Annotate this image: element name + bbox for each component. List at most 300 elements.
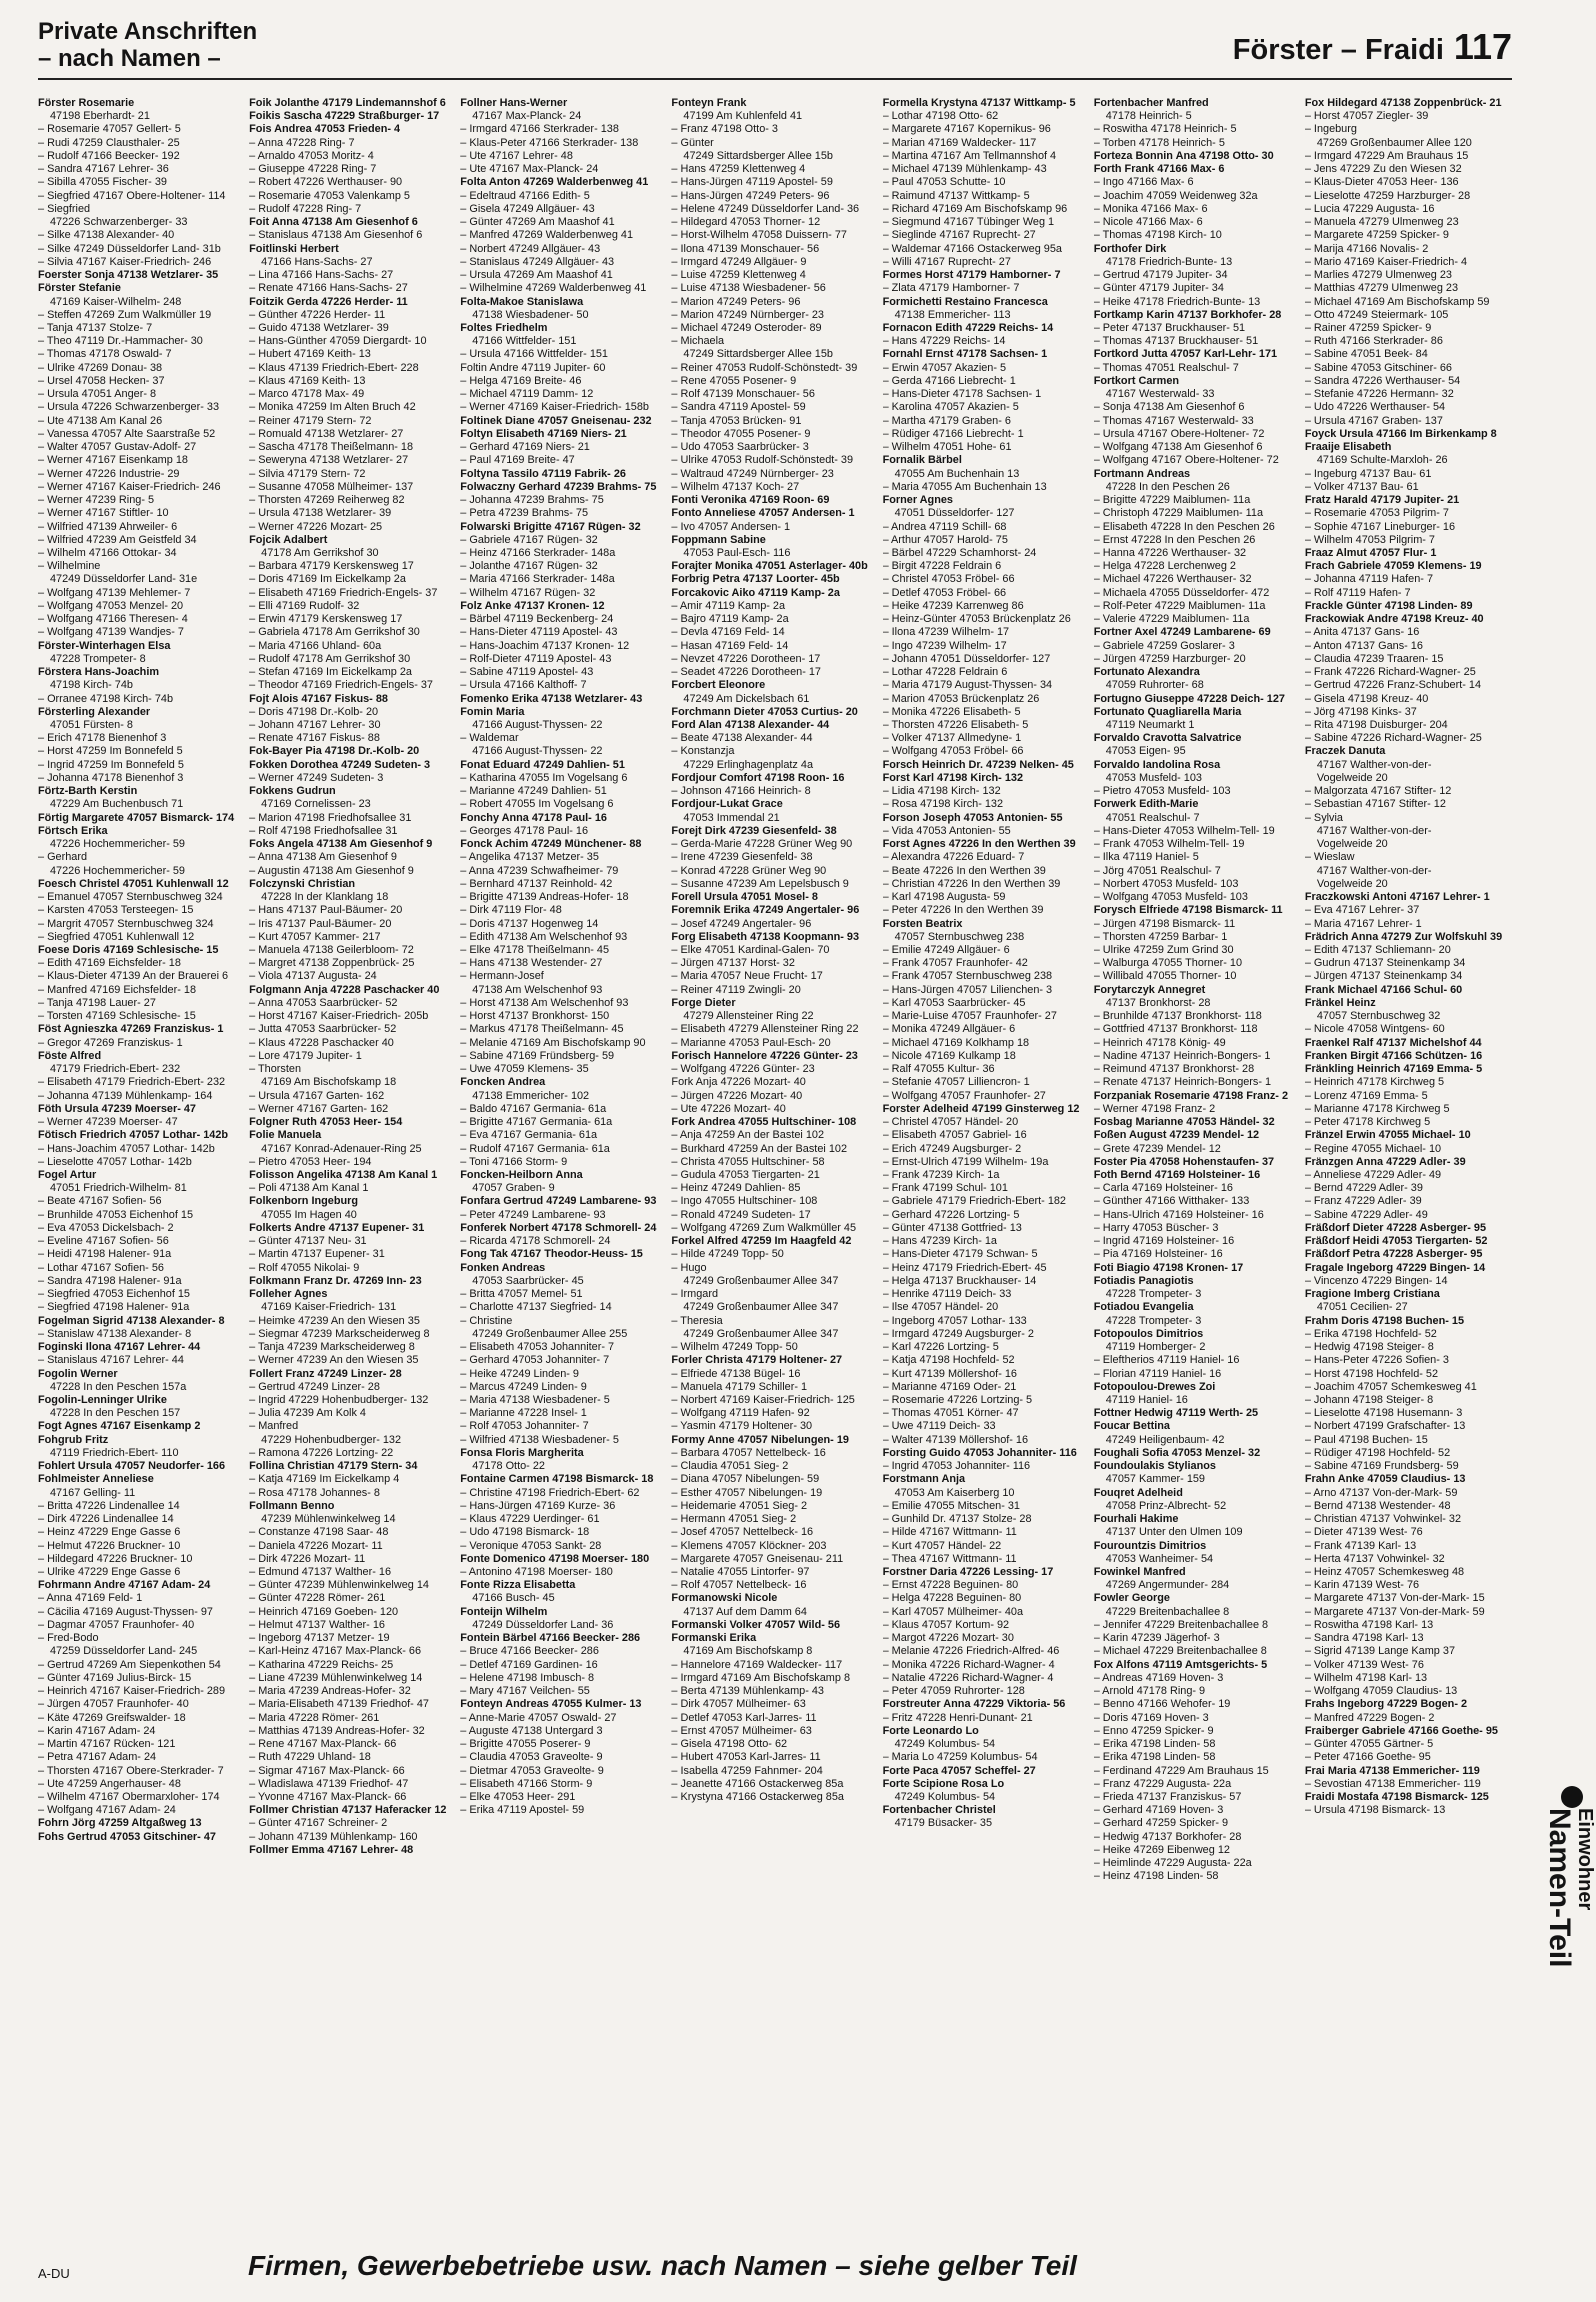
entry-line: – Marion 47249 Peters- 96 (671, 295, 801, 308)
entry-line: – Werner 47167 Eisenkamp 18 (38, 454, 188, 467)
entry-line: – Horst 47137 Bronkhorst- 150 (460, 1010, 610, 1023)
entry-line: – Jutta 47053 Saarbrücker- 52 (249, 1023, 397, 1036)
entry-name-line: Formanski Volker 47057 Wild- 56 (671, 1618, 840, 1631)
entry-name-line: Frach Gabriele 47059 Klemens- 19 (1304, 560, 1482, 573)
side-tab-text (1544, 1808, 1596, 1967)
entry-name-line: Foundoulakis Stylianos (1093, 1460, 1216, 1473)
entry-line: – Gertrud 47249 Linzer- 28 (249, 1380, 380, 1393)
entry-line: – Karin 47167 Adam- 24 (38, 1724, 156, 1737)
entry-line: – Stefanie 47226 Hermann- 32 (1304, 388, 1454, 401)
entry-name-line: Frai Maria 47138 Emmericher- 119 (1304, 1764, 1480, 1777)
entry-address-line: 47249 Kolumbus- 54 (894, 1738, 996, 1751)
entry-name-line: Fraidi Mostafa 47198 Bismarck- 125 (1304, 1791, 1489, 1803)
entry-name-line: Formichetti Restaino Francesca (882, 295, 1048, 308)
entry-line: – Liane 47239 Mühlenwinkelweg 14 (249, 1671, 423, 1684)
entry-line: – Dietmar 47053 Graveolte- 9 (460, 1764, 604, 1777)
entry-line: – Romuald 47138 Wetzlarer- 27 (249, 427, 404, 440)
entry-line: – Horst 47198 Hochfeld- 52 (1304, 1367, 1439, 1380)
entry-name-line: Foti Biagio 47198 Kronen- 17 (1093, 1261, 1244, 1274)
section-marker-dot (1561, 1786, 1583, 1808)
entry-line: – Reimund 47137 Bronkhorst- 28 (1093, 1063, 1255, 1076)
entry-line: – Anna 47239 Schwafheimer- 79 (460, 864, 619, 877)
entry-line: – Peter 47137 Bruckhauser- 51 (1093, 321, 1246, 334)
entry-name-line: Fränzgen Anna 47229 Adler- 39 (1304, 1155, 1466, 1168)
entry-name-line: Fomin Maria (460, 705, 525, 718)
entry-line: – Volker 47139 West- 76 (1304, 1658, 1424, 1671)
entry-line: – Lieselotte 47259 Harzburger- 28 (1304, 189, 1471, 202)
entry-line: – Karin 47239 Jägerhof- 3 (1093, 1632, 1220, 1645)
directory-column (883, 97, 1086, 2233)
entry-line: – Bruce 47166 Beecker- 286 (460, 1645, 599, 1658)
entry-line: – Helga 47228 Beguinen- 80 (882, 1592, 1022, 1605)
entry-name-line: Forstner Daria 47226 Lessing- 17 (882, 1566, 1054, 1579)
entry-name-line: Folczynski Christian (249, 877, 356, 890)
entry-line: – Willi 47167 Ruprecht- 27 (882, 255, 1011, 268)
entry-address-line: 47051 Friedrich-Wilhelm- 81 (50, 1182, 187, 1195)
entry-line: – Johnson 47166 Heinrich- 8 (671, 785, 811, 798)
entry-line: – Katharina 47055 Im Vogelsang 6 (460, 771, 628, 784)
entry-name-line: Foucar Bettina (1093, 1420, 1170, 1433)
entry-line: – Thomas 47051 Realschul- 7 (1093, 361, 1239, 374)
entry-line: – Edeltraud 47166 Edith- 5 (460, 189, 590, 202)
entry-line: – Vida 47053 Antonien- 55 (882, 824, 1011, 837)
entry-line: – Gabriela 47178 Am Gerrikshof 30 (249, 626, 420, 639)
entry-address-line: 47226 Hochemmericher- 59 (50, 838, 185, 851)
entry-line: – Michael 47169 Am Bischofskamp 59 (1304, 295, 1490, 308)
entry-line: – Reiner 47119 Zwingli- 20 (671, 983, 801, 996)
entry-name-line: Formanowski Nicole (671, 1592, 778, 1605)
entry-line: – Helmut 47226 Bruckner- 10 (38, 1539, 181, 1552)
entry-line: – Augustin 47138 Am Giesenhof 9 (249, 864, 414, 877)
entry-line: – Arnaldo 47053 Moritz- 4 (249, 149, 374, 162)
entry-line: – Ingo 47166 Max- 6 (1093, 176, 1194, 189)
entry-line: – Wolfgang 47059 Claudius- 13 (1304, 1685, 1458, 1698)
entry-line: – Hans-Peter 47226 Sofien- 3 (1304, 1354, 1449, 1367)
entry-name-line: Fonte Rizza Elisabetta (460, 1579, 576, 1592)
entry-line: – Rosemarie 47226 Lortzing- 5 (882, 1393, 1033, 1406)
entry-name-line: Fonchy Anna 47178 Paul- 16 (460, 811, 607, 824)
entry-address-line: 47053 Saarbrücker- 45 (472, 1274, 584, 1287)
entry-name-line: Formella Krystyna 47137 Wittkamp- 5 (882, 97, 1076, 109)
entry-line: – Brunhilde 47053 Eichenhof 15 (38, 1208, 194, 1221)
entry-address-line: 47138 Am Welschenhof 93 (472, 983, 603, 996)
entry-address-line: 47169 Schulte-Marxloh- 26 (1316, 454, 1448, 467)
entry-line: – Monika 47166 Max- 6 (1093, 202, 1208, 215)
entry-address-line: 47249 Großenbaumer Allee 255 (472, 1327, 628, 1340)
entry-line: – Doris 47198 Dr.-Kolb- 20 (249, 705, 379, 718)
entry-name-line: Foughali Sofia 47053 Menzel- 32 (1093, 1446, 1261, 1459)
entry-line: – Marcus 47249 Linden- 9 (460, 1380, 587, 1393)
entry-line: – Udo 47053 Saarbrücker- 3 (671, 441, 809, 454)
entry-line: – Margarete 47259 Spicker- 9 (1304, 229, 1449, 242)
entry-line: – Ursula 47198 Bismarck- 13 (1304, 1804, 1446, 1817)
entry-line: – Ingeborg 47057 Lothar- 133 (882, 1314, 1027, 1327)
entry-line: – Brigitte 47055 Poserer- 9 (460, 1738, 591, 1751)
entry-line: – Rosemarie 47053 Valenkamp 5 (249, 189, 410, 202)
entry-line: – Erwin 47057 Akazien- 5 (882, 361, 1007, 374)
entry-line: – Marlies 47279 Ulmenweg 23 (1304, 269, 1452, 282)
entry-line: – Margot 47226 Mozart- 30 (882, 1632, 1014, 1645)
entry-line: – Maria 47055 Am Buchenhain 13 (882, 480, 1047, 493)
entry-line: – Renate 47167 Fiskus- 88 (249, 732, 380, 745)
entry-line: – Peter 47166 Goethe- 95 (1304, 1751, 1431, 1764)
entry-line: – Lina 47166 Hans-Sachs- 27 (249, 269, 394, 282)
entry-address-line: 47166 Hans-Sachs- 27 (261, 255, 373, 268)
entry-address-line: 47249 Großenbaumer Allee 347 (683, 1301, 839, 1314)
entry-line: – Wolfgang 47138 Am Giesenhof 6 (1093, 441, 1263, 454)
entry-address-line: 47051 Cecilien- 27 (1316, 1301, 1408, 1314)
entry-line: – Anton 47137 Gans- 16 (1304, 639, 1423, 652)
entry-line: – Elisabeth 47228 In den Peschen 26 (1093, 520, 1275, 533)
entry-line: – Ilse 47057 Händel- 20 (882, 1301, 999, 1314)
entry-line: – Cäcilia 47169 August-Thyssen- 97 (38, 1605, 213, 1618)
entry-line: – Jennifer 47229 Breitenbachallee 8 (1093, 1618, 1269, 1631)
entry-line: – Wieslaw (1304, 851, 1355, 864)
entry-address-line: 47178 Heinrich- 5 (1105, 110, 1192, 123)
entry-line: – Elke 47053 Heer- 291 (460, 1791, 576, 1803)
entry-name-line: Fortenbacher Christel (882, 1804, 996, 1817)
entry-name-line: Foncken-Heilborn Anna (460, 1168, 583, 1181)
entry-line: – Esther 47057 Nibelungen- 19 (671, 1486, 823, 1499)
entry-line: – Horst 47259 Im Bonnefeld 5 (38, 745, 183, 758)
entry-line: – Rüdiger 47166 Liebrecht- 1 (882, 427, 1024, 440)
entry-line: – Klaus-Dieter 47053 Heer- 136 (1304, 176, 1459, 189)
entry-line: – Wilfried 47139 Ahrweiler- 6 (38, 520, 178, 533)
entry-line: – Amir 47119 Kamp- 2a (671, 599, 786, 612)
entry-line: – Eva 47167 Germania- 61a (460, 1129, 598, 1142)
entry-line: – Anita 47137 Gans- 16 (1304, 626, 1420, 639)
entry-line: – Paul 47053 Schutte- 10 (882, 176, 1006, 189)
entry-line: – Kurt 47057 Händel- 22 (882, 1539, 1002, 1552)
entry-line: – Nicole 47166 Max- 6 (1093, 216, 1203, 229)
entry-line: – Erich 47249 Augsburger- 2 (882, 1142, 1022, 1155)
entry-line: – Mary 47167 Veilchen- 55 (460, 1685, 590, 1698)
entry-name-line: Fogolin Werner (38, 1367, 118, 1380)
entry-line: – Uwe 47059 Klemens- 35 (460, 1063, 589, 1076)
name-range: Förster – Fraidi (1232, 34, 1444, 66)
entry-line: – Christoph 47229 Maiblumen- 11a (1093, 507, 1264, 520)
entry-line: – Stanislaus 47249 Allgäuer- 43 (460, 255, 615, 268)
entry-line: – Helene 47198 Imbusch- 8 (460, 1671, 595, 1684)
entry-line: – Hans-Jürgen 47119 Apostel- 59 (671, 176, 833, 189)
entry-line: – Hans-Ulrich 47169 Holsteiner- 16 (1093, 1208, 1264, 1221)
entry-line: – Paul 47169 Breite- 47 (460, 454, 575, 467)
entry-name-line: Foks Angela 47138 Am Giesenhof 9 (249, 838, 433, 851)
entry-line: – Werner 47239 Moerser- 47 (38, 1116, 178, 1129)
entry-address-line: 47178 Friedrich-Bunte- 13 (1105, 255, 1233, 268)
entry-line: – Elisabeth 47053 Johanniter- 7 (460, 1341, 615, 1354)
entry-line: – Ingrid 47169 Holsteiner- 16 (1093, 1235, 1235, 1248)
entry-line: – Jürgen 47057 Fraunhofer- 40 (38, 1698, 189, 1711)
entry-name-line: Fonat Eduard 47249 Dahlien- 51 (460, 758, 625, 771)
entry-line: – Doris 47137 Hogenweg 14 (460, 917, 599, 930)
entry-line: – Karl 47198 Augusta- 59 (882, 891, 1006, 904)
entry-address-line: 47166 August-Thyssen- 22 (472, 745, 603, 758)
entry-line: – Werner 47167 Stiftler- 10 (38, 507, 169, 520)
entry-line: – Rolf 47055 Nikolai- 9 (249, 1261, 360, 1274)
entry-line: – Marija 47166 Novalis- 2 (1304, 242, 1429, 255)
entry-line: – Pia 47169 Holsteiner- 16 (1093, 1248, 1223, 1261)
entry-name-line: Fräßdorf Heidi 47053 Tiergarten- 52 (1304, 1235, 1488, 1248)
entry-line: – Maria 47166 Sterkrader- 148a (460, 573, 615, 586)
entry-line: – Luise 47138 Wiesbadener- 56 (671, 282, 826, 295)
entry-name-line: Fraczek Danuta (1304, 745, 1386, 758)
entry-line: – Theodor 47169 Friedrich-Engels- 37 (249, 679, 433, 692)
entry-name-line: Fotiadou Evangelia (1093, 1301, 1194, 1314)
entry-name-line: Fonfara Gertrud 47249 Lambarene- 93 (460, 1195, 657, 1208)
entry-line: – Irmgard 47249 Augsburger- 2 (882, 1327, 1034, 1340)
entry-line: – Thomas 47178 Oswald- 7 (38, 348, 172, 361)
entry-line: – Peter 47059 Ruhrorter- 128 (882, 1685, 1025, 1698)
entry-line: – Hubert 47053 Karl-Jarres- 11 (671, 1751, 821, 1764)
entry-line: – Marianne 47053 Paul-Esch- 20 (671, 1036, 831, 1049)
entry-line: – Konrad 47228 Grüner Weg 90 (671, 864, 827, 877)
entry-name-line: Folgmann Anja 47228 Paschacker 40 (249, 983, 440, 996)
entry-line: – Monika 47259 Im Alten Bruch 42 (249, 401, 416, 414)
entry-name-line: Fomenko Erika 47138 Wetzlarer- 43 (460, 692, 643, 705)
entry-line: – Ulrike 47053 Rudolf-Schönstedt- 39 (671, 454, 854, 467)
entry-line: – Andrea 47119 Schill- 68 (882, 520, 1007, 533)
entry-line: – Werner 47239 An den Wiesen 35 (249, 1354, 419, 1367)
entry-address-line: 47119 Neumarkt 1 (1105, 719, 1195, 732)
entry-line: – Anna 47169 Feld- 1 (38, 1592, 143, 1605)
entry-line: – Helene 47249 Düsseldorfer Land- 36 (671, 202, 860, 215)
entry-line: – Margarete 47137 Von-der-Mark- 59 (1304, 1605, 1485, 1618)
entry-name-line: Fonteyn Andreas 47055 Kulmer- 13 (460, 1698, 642, 1711)
entry-line: – Helmut 47137 Walther- 16 (249, 1618, 385, 1631)
entry-line: – Thomas 47051 Körner- 47 (882, 1407, 1019, 1420)
entry-name-line: Foginski Ilona 47167 Lehrer- 44 (38, 1341, 201, 1354)
entry-line: – Luise 47259 Klettenweg 4 (671, 269, 806, 282)
entry-name-line: Fotopoulos Dimitrios (1093, 1327, 1204, 1340)
directory-column (38, 97, 241, 2233)
entry-line: – Antonino 47198 Moerser- 180 (460, 1566, 613, 1579)
entry-line: – Stanislaw 47138 Alexander- 8 (38, 1327, 192, 1340)
entry-line: – Monika 47226 Elisabeth- 5 (882, 705, 1021, 718)
entry-line: – Enno 47259 Spicker- 9 (1093, 1724, 1214, 1737)
entry-name-line: Fonto Anneliese 47057 Andersen- 1 (671, 507, 855, 520)
entry-line: – Heinz 47229 Enge Gasse 6 (38, 1526, 181, 1539)
entry-name-line: Fordjour-Lukat Grace (671, 798, 783, 811)
entry-name-line: Folkerts Andre 47137 Eupener- 31 (249, 1221, 425, 1234)
page-range-title (1233, 26, 1512, 68)
entry-line: – Wilhelm 47051 Hohe- 61 (882, 441, 1012, 454)
entry-line: – Sandra 47198 Halener- 91a (38, 1274, 182, 1287)
entry-name-line: Forisch Hannelore 47226 Günter- 23 (671, 1049, 858, 1062)
entry-line: – Hans-Joachim 47137 Kronen- 12 (460, 639, 630, 652)
entry-line: – Hugo (671, 1261, 707, 1274)
entry-line: – Klaus 47139 Friedrich-Ebert- 228 (249, 361, 419, 374)
footer-note: Firmen, Gewerbebetriebe usw. nach Namen – siehe gelber Teil (248, 2250, 1077, 2281)
entry-name-line: Forytarczyk Annegret (1093, 983, 1206, 996)
entry-name-line: Folta-Makoe Stanislawa (460, 295, 584, 308)
entry-name-line: Förster Stefanie (38, 282, 121, 295)
entry-name-line: Forge Dieter (671, 996, 736, 1009)
entry-address-line: 47058 Prinz-Albrecht- 52 (1105, 1499, 1227, 1512)
entry-line: – Sascha 47178 Theißelmann- 18 (249, 441, 414, 454)
entry-name-line: Fortunato Alexandra (1093, 666, 1200, 679)
entry-line: – Melanie 47169 Am Bischofskamp 90 (460, 1036, 646, 1049)
entry-line: – Hedwig 47198 Steiger- 8 (1304, 1341, 1434, 1354)
entry-line: – Heike 47178 Friedrich-Bunte- 13 (1093, 295, 1261, 308)
entry-line: – Ivo 47057 Andersen- 1 (671, 520, 791, 533)
entry-line: – Heimke 47239 An den Wiesen 35 (249, 1314, 420, 1327)
entry-line: – Christian 47226 In den Werthen 39 (882, 877, 1061, 890)
entry-line: – Auguste 47138 Untergard 3 (460, 1724, 603, 1737)
entry-address-line: 47259 Düsseldorfer Land- 245 (50, 1645, 198, 1658)
entry-line: – Raimund 47137 Wittkamp- 5 (882, 189, 1030, 202)
entry-line: – Frank 47239 Kirch- 1a (882, 1168, 1000, 1181)
entry-name-line: Fois Andrea 47053 Frieden- 4 (249, 123, 401, 136)
entry-line: – Christa 47055 Hultschiner- 58 (671, 1155, 825, 1168)
entry-line: – Sabine 47053 Gitschiner- 66 (1304, 361, 1452, 374)
entry-name-line: Fonteijn Wilhelm (460, 1605, 548, 1618)
entry-line: – Hans 47259 Klettenweg 4 (671, 163, 806, 176)
entry-line: – Waldemar (460, 732, 519, 745)
entry-line: – Volker 47137 Bau- 61 (1304, 480, 1419, 493)
entry-line: – Gisela 47198 Kreuz- 40 (1304, 692, 1429, 705)
directory-columns (38, 97, 1508, 2233)
entry-line: – Britta 47226 Lindenallee 14 (38, 1499, 180, 1512)
entry-line: – Monika 47226 Richard-Wagner- 4 (882, 1658, 1055, 1671)
entry-line: – Alexandra 47226 Eduard- 7 (882, 851, 1025, 864)
entry-line: – Ingeburg 47137 Bau- 61 (1304, 467, 1432, 480)
entry-address-line: 47166 Wittfelder- 151 (472, 335, 577, 348)
entry-line: – Stanislaus 47138 Am Giesenhof 6 (249, 229, 423, 242)
entry-name-line: Fonte Domenico 47198 Moerser- 180 (460, 1552, 650, 1565)
entry-line: – Marion 47198 Friedhofsallee 31 (249, 811, 412, 824)
entry-line: – Klaus-Peter 47166 Sterkrader- 138 (460, 136, 639, 149)
entry-line: – Wilhelm 47167 Rügen- 32 (460, 586, 596, 599)
entry-line: – Eva 47167 Lehrer- 37 (1304, 904, 1420, 917)
entry-name-line: Follert Franz 47249 Linzer- 28 (249, 1367, 402, 1380)
entry-line: – Helga 47169 Breite- 46 (460, 374, 582, 387)
entry-line: – Silke 47249 Düsseldorfer Land- 31b (38, 242, 221, 255)
entry-line: – Britta 47057 Memel- 51 (460, 1288, 583, 1301)
entry-name-line: Fräßdorf Petra 47228 Asberger- 95 (1304, 1248, 1483, 1261)
entry-line: – Melanie 47226 Friedrich-Alfred- 46 (882, 1645, 1060, 1658)
entry-address-line: 47178 Otto- 22 (472, 1460, 545, 1473)
entry-line: – Wilhelmine (38, 560, 101, 573)
entry-line: – Tanja 47239 Markscheiderweg 8 (249, 1341, 415, 1354)
entry-name-line: Foikis Sascha 47229 Straßburger- 17 (249, 110, 440, 123)
entry-line: – Iris 47137 Paul-Bäumer- 20 (249, 917, 392, 930)
entry-line: – Rolf 47053 Johanniter- 7 (460, 1420, 589, 1433)
entry-name-line: Forst Karl 47198 Kirch- 132 (882, 771, 1023, 784)
entry-name-line: Foit Anna 47138 Am Giesenhof 6 (249, 216, 418, 229)
entry-line: – Lidia 47198 Kirch- 132 (882, 785, 1001, 798)
entry-line: – Erika 47198 Hochfeld- 52 (1304, 1327, 1437, 1340)
entry-line: – Johanna 47239 Brahms- 75 (460, 494, 604, 507)
entry-line: – Willibald 47055 Thorner- 10 (1093, 970, 1237, 983)
entry-line: – Margarete 47167 Kopernikus- 96 (882, 123, 1051, 136)
entry-line: – Erich 47178 Bienenhof 3 (38, 732, 167, 745)
entry-line: – Helga 47137 Bruckhauser- 14 (882, 1274, 1037, 1287)
entry-address-line: 47057 Kammer- 159 (1105, 1473, 1205, 1486)
entry-address-line: 47053 Eigen- 95 (1105, 745, 1186, 758)
entry-name-line: Fontaine Carmen 47198 Bismarck- 18 (460, 1473, 654, 1486)
directory-column (1305, 97, 1508, 2233)
entry-address-line: 47055 Am Buchenhain 13 (894, 467, 1020, 480)
entry-line: – Ernst 47228 Beguinen- 80 (882, 1579, 1019, 1592)
entry-name-line: Förstera Hans-Joachim (38, 666, 160, 679)
entry-line: – Kurt 47139 Möllershof- 16 (882, 1367, 1017, 1380)
entry-name-line: Forcbert Eleonore (671, 679, 766, 692)
entry-line: – Gerhard 47226 Lortzing- 5 (882, 1208, 1020, 1221)
entry-line: – Hasan 47169 Feld- 14 (671, 639, 789, 652)
entry-line: – Wolfgang 47139 Mehlemer- 7 (38, 586, 191, 599)
entry-name-line: Fragale Ingeborg 47229 Bingen- 14 (1304, 1261, 1486, 1274)
entry-line: – Rosa 47178 Johannes- 8 (249, 1486, 380, 1499)
entry-line: – Peter 47178 Kirchweg 5 (1304, 1116, 1431, 1129)
entry-line: Foltin Andre 47119 Jupiter- 60 (460, 361, 606, 374)
entry-line: – Helga 47228 Lerchenweg 2 (1093, 560, 1236, 573)
entry-line: – Thomas 47167 Westerwald- 33 (1093, 414, 1254, 427)
entry-line: – Ursula 47051 Anger- 8 (38, 388, 157, 401)
entry-line: – Ursula 47166 Wittfelder- 151 (460, 348, 608, 361)
entry-name-line: Forbrig Petra 47137 Loorter- 45b (671, 573, 840, 586)
entry-line: – Ute 47167 Max-Planck- 24 (460, 163, 599, 176)
entry-name-line: Föste Alfred (38, 1049, 102, 1062)
entry-line: – Sabine 47119 Apostel- 43 (460, 666, 594, 679)
entry-name-line: Follina Christian 47179 Stern- 34 (249, 1460, 418, 1473)
entry-line: – Wolfgang 47139 Wandjes- 7 (38, 626, 184, 639)
entry-line: – Florian 47119 Haniel- 16 (1093, 1367, 1222, 1380)
entry-line: – Siegmar 47239 Markscheiderweg 8 (249, 1327, 430, 1340)
entry-line: – Detlef 47053 Fröbel- 66 (882, 586, 1007, 599)
entry-line: – Beate 47226 In den Werthen 39 (882, 864, 1046, 877)
entry-line: – Rosemarie 47053 Pilgrim- 7 (1304, 507, 1449, 520)
entry-line: – Karl 47053 Saarbrücker- 45 (882, 996, 1026, 1009)
entry-address-line: 47138 Emmericher- 102 (472, 1089, 590, 1102)
entry-line: – Heinz 47198 Linden- 58 (1093, 1870, 1219, 1883)
entry-line: – Heidemarie 47051 Sieg- 2 (671, 1499, 808, 1512)
entry-line: – Katja 47198 Hochfeld- 52 (882, 1354, 1015, 1367)
entry-address-line: 47051 Fürsten- 8 (50, 719, 133, 732)
entry-line: – Silvia 47167 Kaiser-Friedrich- 246 (38, 255, 212, 268)
entry-name-line: Forstmann Anja (882, 1473, 966, 1486)
entry-name-line: Fogelman Sigrid 47138 Alexander- 8 (38, 1314, 225, 1327)
entry-address-line: 47228 Trompeter- 8 (50, 652, 146, 665)
entry-line: – Guido 47138 Wetzlarer- 39 (249, 321, 389, 334)
entry-line: – Ursula 47226 Schwarzenberger- 33 (38, 401, 220, 414)
entry-line: – Franz 47198 Otto- 3 (671, 123, 778, 136)
entry-name-line: Fonck Achim 47249 Münchener- 88 (460, 838, 642, 851)
entry-line: – Diana 47057 Nibelungen- 59 (671, 1473, 820, 1486)
entry-name-line: Forster Adelheid 47199 Ginsterweg 12 (882, 1102, 1080, 1115)
entry-line: – Hubert 47169 Keith- 13 (249, 348, 371, 361)
entry-address-line: 47119 Friedrich-Ebert- 110 (50, 1446, 179, 1459)
entry-address-line: 47269 Großenbaumer Allee 120 (1316, 136, 1472, 149)
entry-line: – Otto 47249 Steiermark- 105 (1304, 308, 1449, 321)
entry-line: – Emilie 47249 Allgäuer- 6 (882, 944, 1010, 956)
entry-line: – Karsten 47053 Tersteegen- 15 (38, 904, 194, 917)
entry-line: – Bernd 47138 Westender- 48 (1304, 1499, 1451, 1512)
entry-line: – Werner 47226 Industrie- 29 (38, 467, 180, 480)
entry-line: – Georges 47178 Paul- 16 (460, 824, 589, 837)
entry-name-line: Fornahl Ernst 47178 Sachsen- 1 (882, 348, 1048, 361)
entry-name-line: Fohlmeister Anneliese (38, 1473, 154, 1486)
entry-address-line: 47137 Auf dem Damm 64 (683, 1605, 807, 1618)
entry-line: – Brunhilde 47137 Bronkhorst- 118 (1093, 1010, 1262, 1023)
entry-line: – Johann 47198 Steiger- 8 (1304, 1393, 1434, 1406)
entry-line: – Sieglinde 47167 Ruprecht- 27 (882, 229, 1036, 242)
entry-name-line: Frädrich Anna 47279 Zur Wolfskuhl 39 (1304, 930, 1503, 943)
entry-line: – Devla 47169 Feld- 14 (671, 626, 785, 639)
entry-line: – Grete 47239 Mendel- 12 (1093, 1142, 1221, 1155)
entry-name-line: Förster-Winterhagen Elsa (38, 639, 171, 652)
entry-line: – Hans-Jürgen 47249 Peters- 96 (671, 189, 830, 202)
